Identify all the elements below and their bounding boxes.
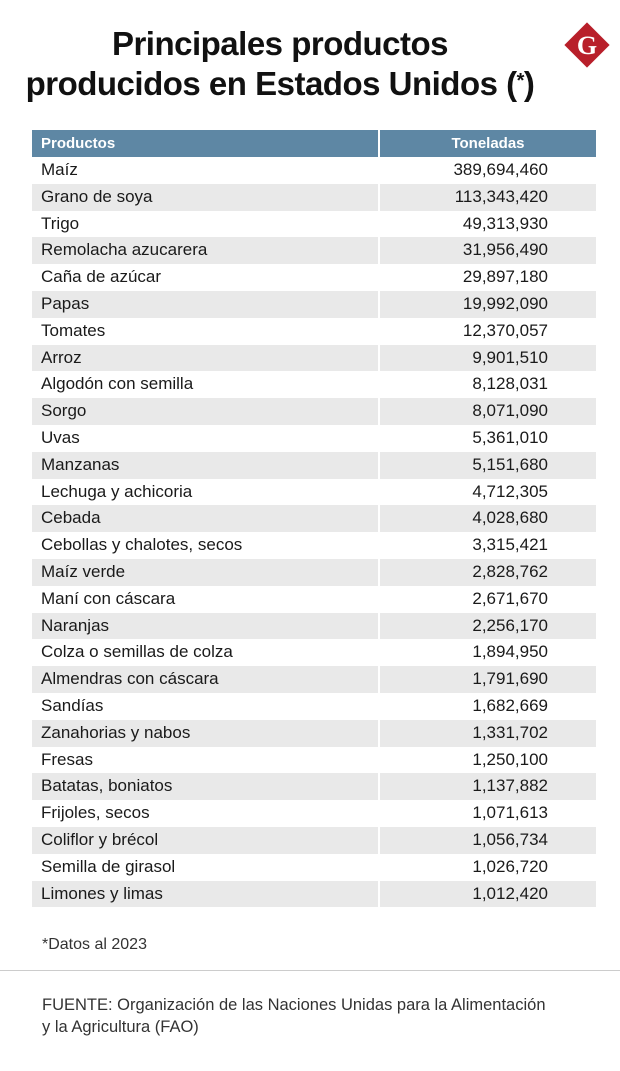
product-tons: 2,671,670	[472, 588, 548, 608]
table-row	[32, 264, 596, 291]
product-tons: 1,137,882	[472, 776, 548, 796]
table-row	[32, 613, 596, 640]
table-row	[32, 881, 596, 908]
product-tons: 389,694,460	[453, 160, 548, 179]
title-close-paren: )	[523, 65, 535, 102]
table-row	[32, 639, 596, 666]
product-name: Remolacha azucarera	[32, 237, 380, 264]
table-row	[32, 157, 596, 184]
product-name: Fresas	[32, 747, 380, 774]
product-tons: 19,992,090	[462, 293, 548, 313]
product-name: Grano de soya	[32, 184, 380, 211]
product-tons: 4,712,305	[472, 481, 548, 501]
table-row	[32, 773, 596, 800]
table-row	[32, 345, 596, 372]
product-name: Limones y limas	[32, 881, 380, 908]
header-products: Productos	[32, 130, 380, 157]
product-tons: 29,897,180	[462, 267, 548, 287]
table-row	[32, 505, 596, 532]
table-row	[32, 291, 596, 318]
header-tons: Toneladas	[451, 135, 525, 152]
product-name: Batatas, boniatos	[32, 773, 380, 800]
product-tons: 1,250,100	[472, 749, 548, 769]
table-row	[32, 666, 596, 693]
product-tons: 12,370,057	[462, 320, 548, 340]
product-name: Maní con cáscara	[32, 586, 380, 613]
product-name: Uvas	[32, 425, 380, 452]
table-row	[32, 854, 596, 881]
product-tons: 4,028,680	[472, 508, 548, 528]
product-tons: 2,256,170	[472, 615, 548, 635]
table-row	[32, 586, 596, 613]
source-line-2: y la Agricultura (FAO)	[42, 1018, 199, 1036]
product-tons: 49,313,930	[462, 213, 548, 233]
product-name: Colza o semillas de colza	[32, 639, 380, 666]
product-tons: 1,894,950	[472, 642, 548, 662]
product-tons: 1,682,669	[472, 695, 548, 715]
product-name: Tomates	[32, 318, 380, 345]
product-tons: 3,315,421	[472, 535, 548, 555]
table-body	[32, 157, 596, 907]
product-name: Maíz	[32, 157, 380, 184]
table-row	[32, 559, 596, 586]
product-name: Trigo	[32, 211, 380, 238]
product-name: Naranjas	[32, 613, 380, 640]
product-tons: 8,128,031	[472, 374, 548, 394]
page-title	[0, 24, 560, 104]
product-tons: 5,361,010	[472, 427, 548, 447]
table-row	[32, 720, 596, 747]
table-row	[32, 452, 596, 479]
product-name: Sorgo	[32, 398, 380, 425]
product-tons: 113,343,420	[454, 186, 548, 206]
product-tons: 1,791,690	[472, 669, 548, 689]
title-line-2	[0, 64, 560, 104]
product-tons: 1,331,702	[472, 722, 548, 742]
table-row	[32, 827, 596, 854]
title-line-1: Principales productos	[111, 25, 449, 62]
product-name: Cebada	[32, 505, 380, 532]
title-asterisk: *	[516, 70, 524, 92]
source-note	[42, 994, 602, 1038]
product-tons: 1,026,720	[472, 856, 548, 876]
gestion-logo-icon	[563, 21, 611, 69]
product-name: Manzanas	[32, 452, 380, 479]
product-name: Arroz	[32, 345, 380, 372]
table-row	[32, 318, 596, 345]
table-row	[32, 800, 596, 827]
product-tons: 9,901,510	[472, 347, 548, 367]
table-row	[32, 398, 596, 425]
product-name: Caña de azúcar	[32, 264, 380, 291]
product-name: Sandías	[32, 693, 380, 720]
gestion-logo	[563, 21, 611, 69]
product-tons: 1,056,734	[472, 829, 548, 849]
table-row	[32, 425, 596, 452]
product-tons: 8,071,090	[472, 401, 548, 421]
product-name: Lechuga y achicoria	[32, 479, 380, 506]
product-tons: 31,956,490	[462, 240, 548, 260]
products-table	[32, 130, 596, 907]
product-name: Zanahorias y nabos	[32, 720, 380, 747]
product-name: Maíz verde	[32, 559, 380, 586]
product-name: Frijoles, secos	[32, 800, 380, 827]
product-tons: 1,012,420	[472, 883, 548, 903]
product-tons: 2,828,762	[472, 561, 548, 581]
table-row	[32, 479, 596, 506]
product-tons: 1,071,613	[472, 803, 548, 823]
source-line-1: FUENTE: Organización de las Naciones Unidas para la Alimentación	[42, 996, 546, 1014]
logo-letter: G	[576, 31, 598, 60]
table-row	[32, 371, 596, 398]
product-name: Cebollas y chalotes, secos	[32, 532, 380, 559]
product-name: Algodón con semilla	[32, 371, 380, 398]
table-row	[32, 211, 596, 238]
table-row	[32, 184, 596, 211]
divider	[0, 970, 620, 971]
product-name: Papas	[32, 291, 380, 318]
table-row	[32, 747, 596, 774]
product-name: Almendras con cáscara	[32, 666, 380, 693]
footnote: *Datos al 2023	[42, 936, 147, 953]
table-row	[32, 693, 596, 720]
table-row	[32, 532, 596, 559]
title-line-2-text: producidos en Estados Unidos (	[25, 65, 517, 102]
product-tons: 5,151,680	[472, 454, 548, 474]
table-row	[32, 237, 596, 264]
product-name: Semilla de girasol	[32, 854, 380, 881]
table-header	[32, 130, 596, 157]
product-name: Coliflor y brécol	[32, 827, 380, 854]
